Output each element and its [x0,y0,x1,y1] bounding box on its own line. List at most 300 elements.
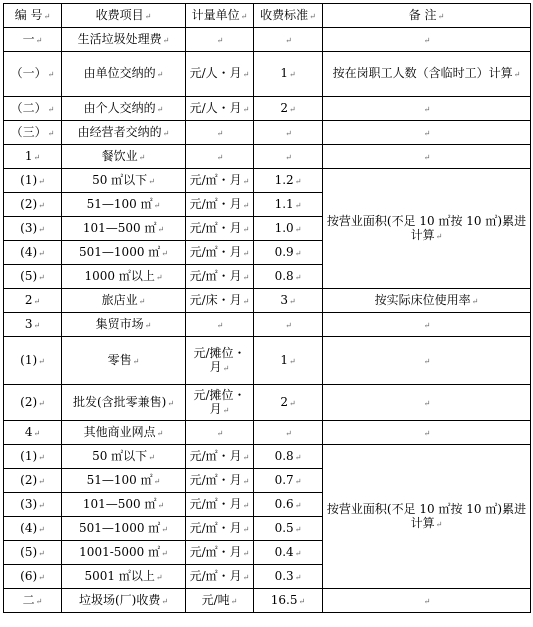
cell-unit-text: 元/㎡・月 [189,496,242,511]
cell-unit [186,28,254,52]
paragraph-mark-icon: ↵ [242,296,250,306]
cell-no-text: （三） [10,124,47,139]
cell-no [4,313,62,337]
paragraph-mark-icon: ↵ [242,200,250,210]
paragraph-mark-icon: ↵ [423,128,431,138]
paragraph-mark-icon: ↵ [423,596,431,606]
cell-unit-text: 元/㎡・月 [189,544,242,559]
paragraph-mark-icon: ↵ [222,405,230,415]
cell-no-text: 二 [22,592,35,607]
cell-note-empty [323,589,531,613]
paragraph-mark-icon: ↵ [423,35,431,45]
paragraph-mark-icon: ↵ [285,152,292,162]
paragraph-mark-icon: ↵ [294,224,302,234]
paragraph-mark-icon: ↵ [38,356,45,366]
cell-item-text: 101—500 ㎡ [82,220,157,235]
cell-no [4,385,62,421]
cell-item-text: 51—100 ㎡ [86,196,153,211]
cell-unit-text: 元/㎡・月 [189,520,242,535]
cell-no [4,169,62,193]
paragraph-mark-icon: ↵ [423,320,431,330]
cell-rate-text: 1.0 [274,220,294,235]
paragraph-mark-icon: ↵ [132,356,140,366]
paragraph-mark-icon: ↵ [216,35,224,45]
paragraph-mark-icon: ↵ [294,452,302,462]
paragraph-mark-icon: ↵ [240,11,248,21]
cell-no-text: (4) [20,520,38,535]
cell-no [4,145,62,169]
cell-item-text: 501—1000 ㎡ [79,244,161,259]
cell-unit [186,565,254,589]
cell-unit-text: 元/㎡・月 [189,448,242,463]
paragraph-mark-icon: ↵ [33,296,41,306]
cell-item [62,541,186,565]
cell-rate [254,52,323,97]
cell-unit [186,421,254,445]
cell-unit [186,217,254,241]
paragraph-mark-icon: ↵ [242,224,250,234]
paragraph-mark-icon: ↵ [230,596,238,606]
paragraph-mark-icon: ↵ [33,320,41,330]
paragraph-mark-icon: ↵ [161,596,169,606]
cell-item-text: 生活垃圾处理费 [77,31,162,46]
cell-note-empty [323,97,531,121]
cell-rate [254,97,323,121]
cell-no-text: 2 [24,292,33,307]
paragraph-mark-icon: ↵ [288,356,296,366]
paragraph-mark-icon: ↵ [138,152,146,162]
cell-unit-text: 元/吨 [201,592,230,607]
cell-no [4,97,62,121]
paragraph-mark-icon: ↵ [35,596,43,606]
paragraph-mark-icon: ↵ [437,11,445,21]
paragraph-mark-icon: ↵ [242,524,250,534]
paragraph-mark-icon: ↵ [38,248,45,258]
paragraph-mark-icon: ↵ [155,572,163,582]
paragraph-mark-icon: ↵ [294,248,302,258]
cell-item [62,469,186,493]
paragraph-mark-icon: ↵ [148,176,155,186]
cell-no-text: (2) [20,472,38,487]
cell-no-text: (1) [20,352,38,367]
cell-unit-text: 元/㎡・月 [189,244,242,259]
cell-item [62,313,186,337]
cell-item [62,517,186,541]
cell-rate [254,169,323,193]
cell-rate-text: 2 [280,394,288,409]
header-note [323,4,531,28]
table-row [4,97,531,121]
paragraph-mark-icon: ↵ [294,548,302,558]
cell-note-empty [323,145,531,169]
header-unit-text: 计量单位 [191,7,240,22]
cell-rate [254,121,323,145]
paragraph-mark-icon: ↵ [33,152,41,162]
cell-no-text: (5) [20,544,38,559]
cell-note-empty [323,121,531,145]
cell-rate [254,445,323,469]
paragraph-mark-icon: ↵ [285,35,292,45]
table-row [4,337,531,385]
cell-unit [186,337,254,385]
cell-item [62,445,186,469]
table-row [4,121,531,145]
cell-unit [186,469,254,493]
cell-item-text: 由经营者交纳的 [77,124,162,139]
cell-rate [254,589,323,613]
cell-unit [186,265,254,289]
paragraph-mark-icon: ↵ [423,398,431,408]
cell-no [4,337,62,385]
fee-table [3,3,531,613]
paragraph-mark-icon: ↵ [35,35,43,45]
paragraph-mark-icon: ↵ [242,176,250,186]
cell-item [62,97,186,121]
note-bed-usage [323,289,531,313]
cell-no-text: 3 [24,316,33,331]
paragraph-mark-icon: ↵ [288,296,296,306]
paragraph-mark-icon: ↵ [38,524,45,534]
cell-rate [254,193,323,217]
cell-no-text: 4 [24,424,33,439]
paragraph-mark-icon: ↵ [242,500,250,510]
paragraph-mark-icon: ↵ [162,35,170,45]
cell-unit [186,52,254,97]
paragraph-mark-icon: ↵ [47,104,55,114]
paragraph-mark-icon: ↵ [156,428,164,438]
paragraph-mark-icon: ↵ [242,104,250,114]
header-note-text: 备 注 [408,7,437,22]
cell-no [4,541,62,565]
paragraph-mark-icon: ↵ [423,428,431,438]
cell-item-text: 集贸市场 [95,316,144,331]
cell-rate [254,28,323,52]
cell-rate [254,313,323,337]
paragraph-mark-icon: ↵ [242,70,250,79]
table-row [4,313,531,337]
cell-no [4,421,62,445]
paragraph-mark-icon: ↵ [148,452,155,462]
cell-rate-text: 1 [280,352,288,367]
cell-rate [254,337,323,385]
paragraph-mark-icon: ↵ [157,500,165,510]
table-row [4,145,531,169]
header-item-text: 收费项目 [95,7,144,22]
cell-item [62,193,186,217]
paragraph-mark-icon: ↵ [435,519,443,529]
cell-rate-text: 0.9 [274,244,294,259]
paragraph-mark-icon: ↵ [288,70,296,79]
paragraph-mark-icon: ↵ [38,176,45,186]
cell-no-text: (3) [20,496,38,511]
cell-no-text: (3) [20,220,38,235]
cell-unit-text: 元/㎡・月 [189,220,242,235]
cell-note-empty [323,313,531,337]
paragraph-mark-icon: ↵ [216,320,224,330]
cell-unit [186,121,254,145]
table-row [4,28,531,52]
cell-rate [254,517,323,541]
cell-no-text: 1 [24,148,33,163]
paragraph-mark-icon: ↵ [138,296,146,306]
cell-item [62,217,186,241]
cell-unit [186,517,254,541]
cell-no-text: (2) [20,394,38,409]
paragraph-mark-icon: ↵ [294,176,302,186]
paragraph-mark-icon: ↵ [294,524,302,534]
paragraph-mark-icon: ↵ [157,224,165,234]
paragraph-mark-icon: ↵ [423,356,431,366]
header-no-text: 编 号 [14,7,43,22]
cell-item [62,589,186,613]
cell-rate [254,541,323,565]
cell-no [4,289,62,313]
cell-rate [254,565,323,589]
paragraph-mark-icon: ↵ [216,128,224,138]
paragraph-mark-icon: ↵ [294,572,302,582]
cell-no [4,589,62,613]
cell-item-text: 51—100 ㎡ [86,472,153,487]
cell-item [62,337,186,385]
cell-note-empty [323,337,531,385]
cell-item [62,241,186,265]
cell-no [4,52,62,97]
paragraph-mark-icon: ↵ [294,200,302,210]
cell-no [4,193,62,217]
paragraph-mark-icon: ↵ [38,452,45,462]
cell-item-text: 其他商业网点 [83,424,156,439]
cell-item [62,169,186,193]
header-row [4,4,531,28]
paragraph-mark-icon: ↵ [216,428,224,438]
paragraph-mark-icon: ↵ [298,596,306,606]
cell-no [4,241,62,265]
cell-no-text: 一 [22,31,35,46]
cell-no-text: (5) [20,268,38,283]
cell-rate-text: 1 [280,66,288,80]
cell-item [62,565,186,589]
paragraph-mark-icon: ↵ [38,272,45,282]
table-row [4,445,531,469]
header-rate-text: 收费标准 [260,7,309,22]
cell-rate-text: 0.8 [274,268,294,283]
paragraph-mark-icon: ↵ [288,398,296,408]
table-row [4,421,531,445]
paragraph-mark-icon: ↵ [38,500,45,510]
paragraph-mark-icon: ↵ [161,248,168,258]
paragraph-mark-icon: ↵ [38,548,45,558]
cell-rate [254,493,323,517]
paragraph-mark-icon: ↵ [242,248,250,258]
table-row [4,52,531,97]
cell-unit-text: 元/㎡・月 [189,268,242,283]
cell-unit-text: 元/㎡・月 [189,472,242,487]
header-unit [186,4,254,28]
cell-note-empty [323,421,531,445]
cell-item [62,385,186,421]
cell-rate-text: 0.8 [274,448,294,463]
cell-no-text: (1) [20,172,38,187]
cell-no-text: (1) [20,448,38,463]
cell-no [4,121,62,145]
note-area-other [323,445,531,589]
cell-item [62,289,186,313]
cell-item-text: 5001 ㎡以上 [84,568,155,583]
paragraph-mark-icon: ↵ [471,296,479,306]
cell-no [4,565,62,589]
cell-unit [186,289,254,313]
cell-unit-text: 元/㎡・月 [189,196,242,211]
cell-unit [186,169,254,193]
paragraph-mark-icon: ↵ [216,152,224,162]
paragraph-mark-icon: ↵ [156,70,164,79]
note-per-employee-text: 按在岗职工人数（含临时工）计算 [332,66,513,80]
paragraph-mark-icon: ↵ [161,548,168,558]
paragraph-mark-icon: ↵ [38,224,45,234]
paragraph-mark-icon: ↵ [423,152,431,162]
paragraph-mark-icon: ↵ [423,104,431,114]
cell-unit [186,445,254,469]
cell-rate [254,241,323,265]
cell-rate [254,217,323,241]
paragraph-mark-icon: ↵ [288,104,296,114]
cell-item [62,121,186,145]
cell-no [4,217,62,241]
cell-item [62,265,186,289]
cell-unit [186,145,254,169]
cell-rate-text: 1.1 [274,196,294,211]
note-per-employee [323,52,531,97]
paragraph-mark-icon: ↵ [155,272,163,282]
paragraph-mark-icon: ↵ [47,128,55,138]
cell-no [4,517,62,541]
cell-rate-text: 0.7 [274,472,294,487]
paragraph-mark-icon: ↵ [47,70,55,79]
cell-item [62,145,186,169]
paragraph-mark-icon: ↵ [144,11,152,21]
paragraph-mark-icon: ↵ [167,398,175,408]
cell-no-text: (4) [20,244,38,259]
header-item [62,4,186,28]
cell-rate-text: 1.2 [274,172,294,187]
cell-no-text: (6) [20,568,38,583]
paragraph-mark-icon: ↵ [153,476,161,486]
paragraph-mark-icon: ↵ [38,476,45,486]
note-area-other-text: 按营业面积(不足 10 ㎡按 10 ㎡)累进计算 [326,501,527,530]
cell-unit-text: 元/㎡・月 [189,172,242,187]
paragraph-mark-icon: ↵ [33,428,41,438]
paragraph-mark-icon: ↵ [435,231,443,241]
cell-rate-text: 0.5 [274,520,294,535]
cell-item-text: 由个人交纳的 [83,100,156,115]
cell-rate-text: 0.3 [274,568,294,583]
cell-unit [186,589,254,613]
cell-rate-text: 0.6 [274,496,294,511]
paragraph-mark-icon: ↵ [153,200,161,210]
paragraph-mark-icon: ↵ [222,363,230,373]
cell-rate [254,289,323,313]
cell-unit-text: 元/人・月 [189,100,242,115]
cell-unit-text: 元/床・月 [189,292,242,307]
cell-no-text: （二） [10,100,47,115]
paragraph-mark-icon: ↵ [285,128,292,138]
cell-item-text: 旅店业 [101,292,138,307]
cell-item-text: 1001-5000 ㎡ [79,544,161,559]
cell-unit [186,493,254,517]
cell-rate [254,265,323,289]
note-bed-usage-text: 按实际床位使用率 [374,292,471,307]
cell-unit-text: 元/摊位・月 [193,345,246,374]
cell-item-text: 垃圾场(厂)收费 [78,592,161,607]
paragraph-mark-icon: ↵ [294,272,302,282]
cell-item [62,421,186,445]
cell-item-text: 50 ㎡以下 [92,172,148,187]
paragraph-mark-icon: ↵ [285,320,292,330]
paragraph-mark-icon: ↵ [38,572,45,582]
cell-note-empty [323,385,531,421]
note-area-catering [323,169,531,289]
paragraph-mark-icon: ↵ [38,398,45,408]
paragraph-mark-icon: ↵ [162,128,170,138]
cell-item [62,28,186,52]
cell-no [4,493,62,517]
cell-unit [186,241,254,265]
cell-item [62,52,186,97]
paragraph-mark-icon: ↵ [242,548,250,558]
cell-unit-text: 元/人・月 [189,66,242,80]
paragraph-mark-icon: ↵ [309,11,316,21]
paragraph-mark-icon: ↵ [242,272,250,282]
cell-rate [254,469,323,493]
cell-item-text: 50 ㎡以下 [92,448,148,463]
cell-rate-text: 3 [280,292,288,307]
cell-item-text: 餐饮业 [101,148,138,163]
cell-item [62,493,186,517]
cell-no [4,469,62,493]
cell-rate-text: 2 [280,100,288,115]
cell-unit [186,313,254,337]
cell-rate-text: 0.4 [274,544,294,559]
cell-item-text: 1000 ㎡以上 [84,268,155,283]
cell-rate-text: 16.5 [270,592,298,607]
paragraph-mark-icon: ↵ [242,452,250,462]
cell-item-text: 501—1000 ㎡ [79,520,161,535]
cell-item-text: 批发(含批零兼售) [72,394,167,409]
cell-unit-text: 元/摊位・月 [193,387,246,416]
cell-no-text: (2) [20,196,38,211]
paragraph-mark-icon: ↵ [513,70,521,79]
paragraph-mark-icon: ↵ [242,476,250,486]
cell-no [4,265,62,289]
paragraph-mark-icon: ↵ [294,476,302,486]
cell-no [4,445,62,469]
cell-item-text: 由单位交纳的 [83,66,156,80]
cell-unit [186,541,254,565]
paragraph-mark-icon: ↵ [43,11,51,21]
cell-unit-text: 元/㎡・月 [189,568,242,583]
table-row [4,169,531,193]
cell-no [4,28,62,52]
cell-unit [186,97,254,121]
table-row [4,289,531,313]
cell-rate [254,145,323,169]
table-row [4,589,531,613]
cell-unit [186,193,254,217]
paragraph-mark-icon: ↵ [144,320,152,330]
note-area-catering-text: 按营业面积(不足 10 ㎡按 10 ㎡)累进计算 [326,213,527,242]
paragraph-mark-icon: ↵ [38,200,45,210]
paragraph-mark-icon: ↵ [242,572,250,582]
